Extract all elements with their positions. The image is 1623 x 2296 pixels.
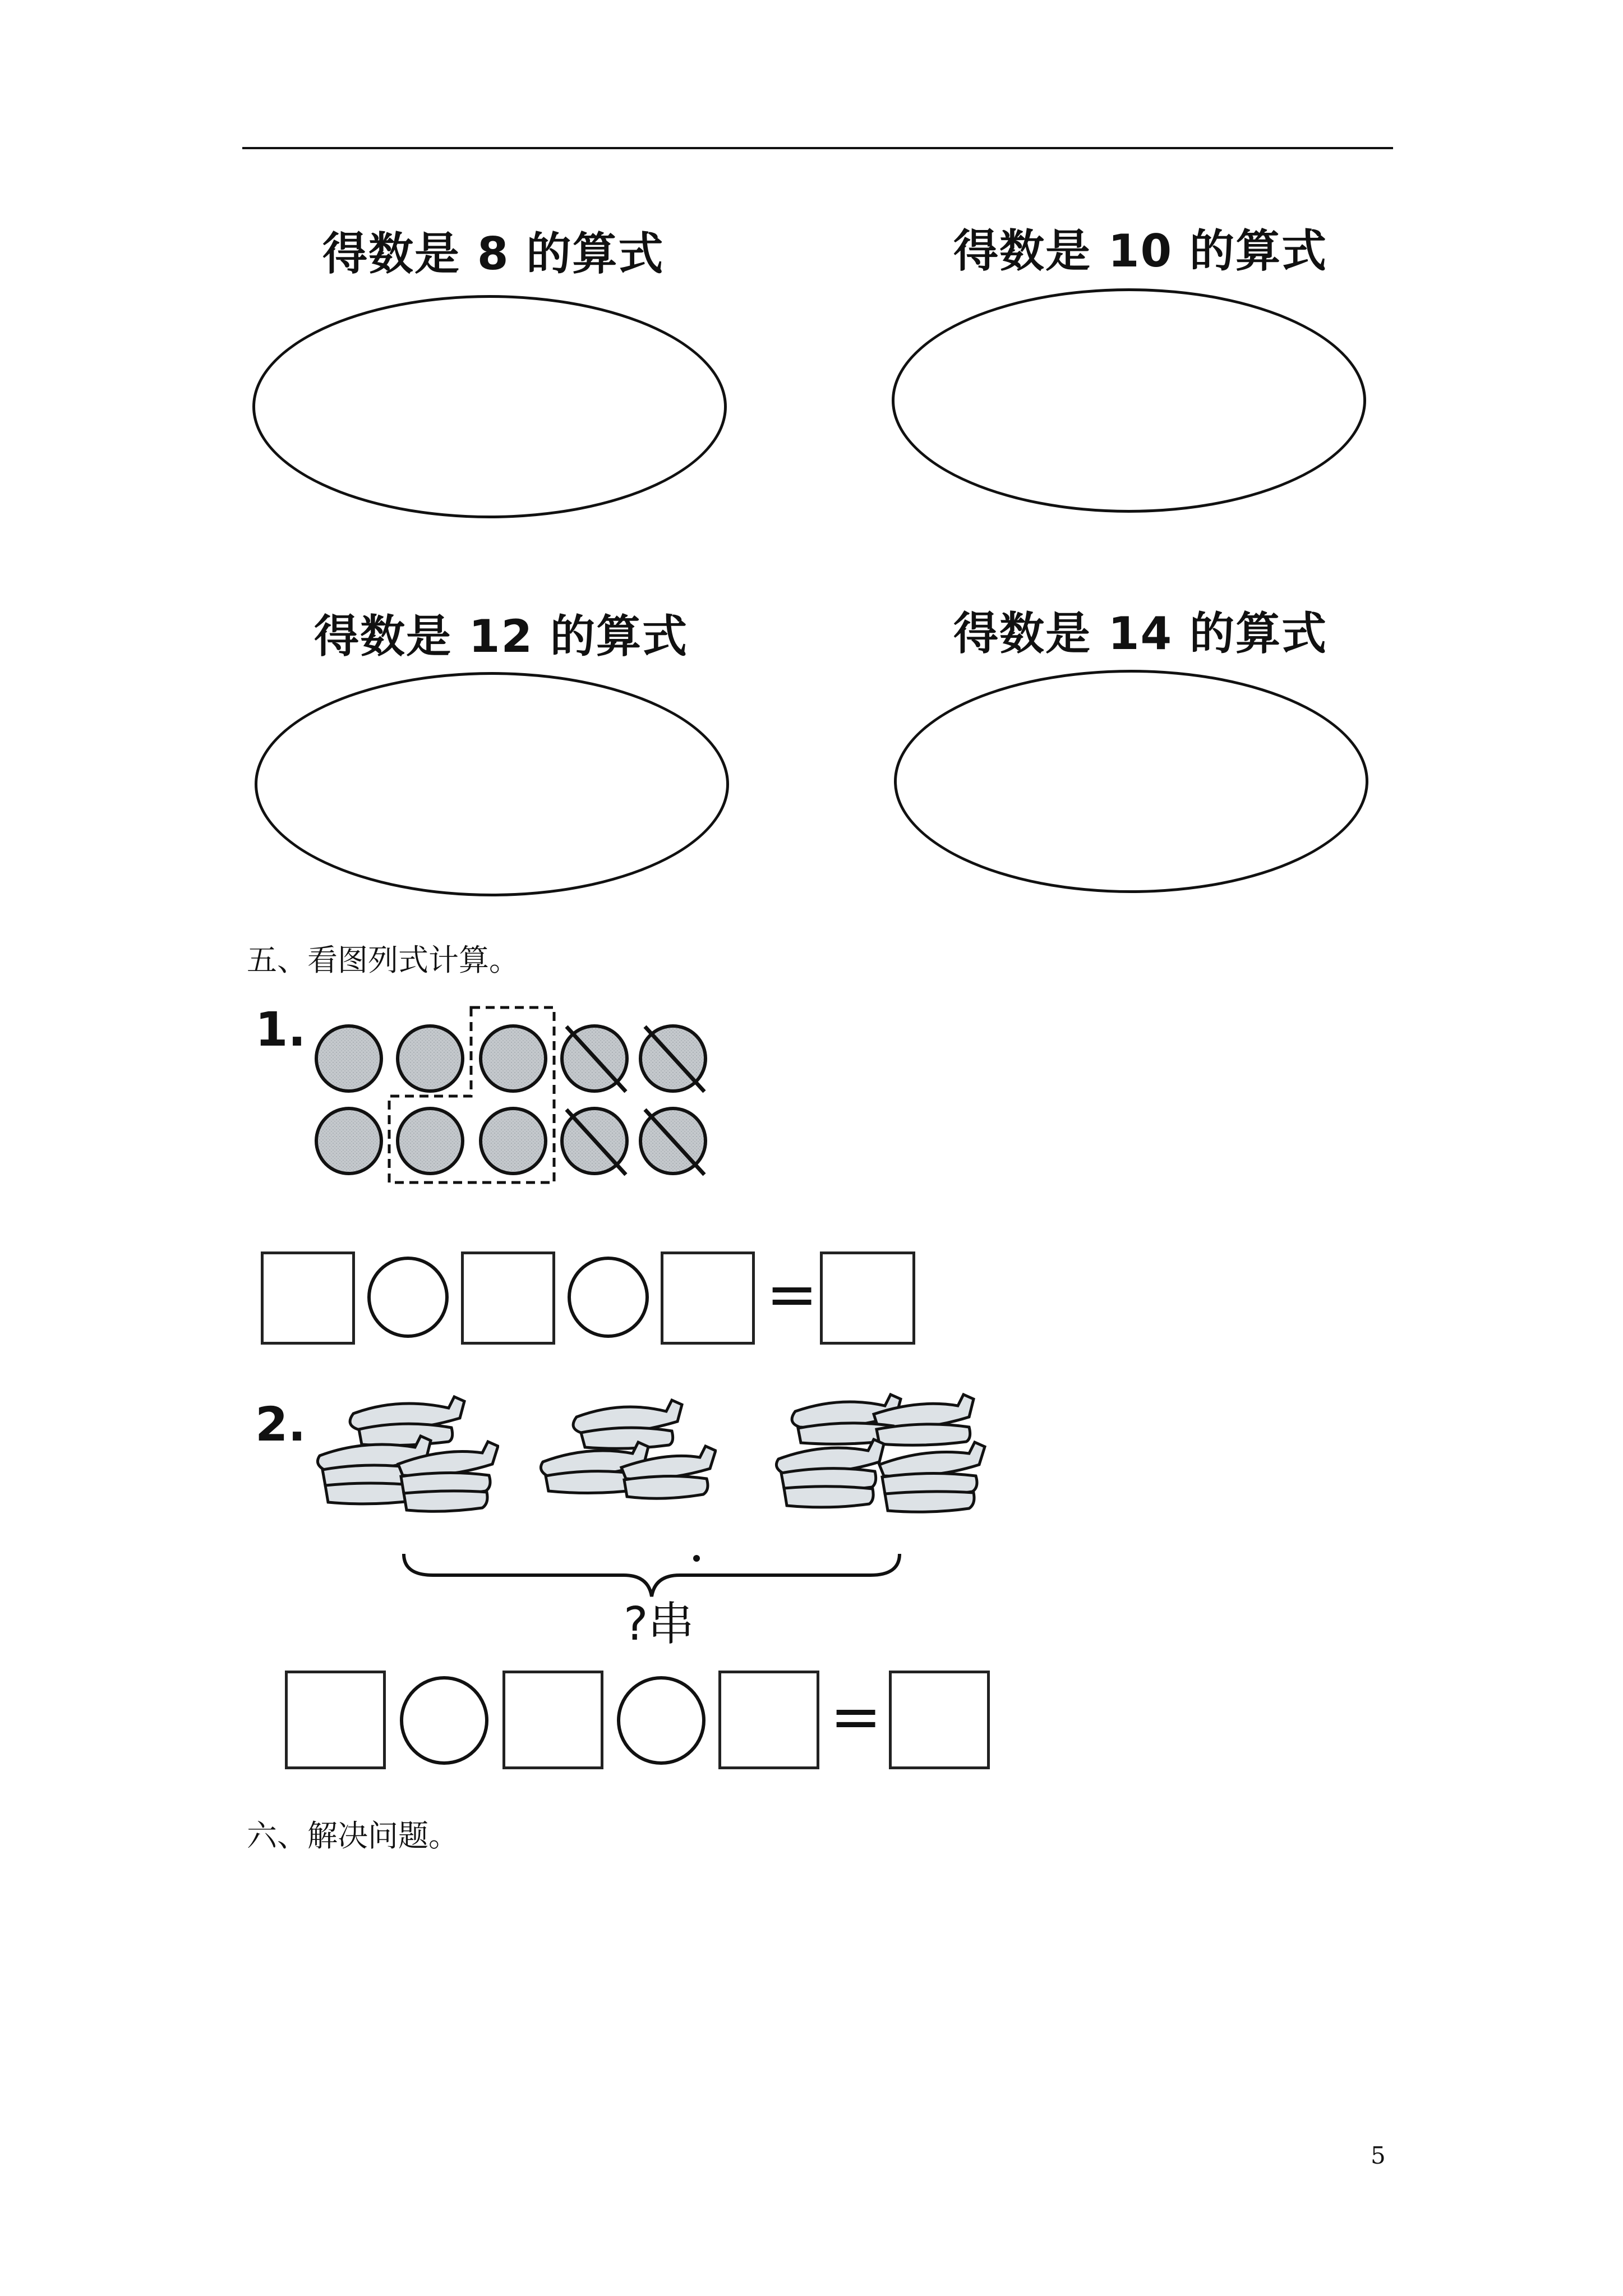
heading-result-12: 得数是 12 的算式 bbox=[314, 610, 689, 662]
circle bbox=[316, 1108, 381, 1174]
answer-oval-14[interactable] bbox=[894, 670, 1368, 893]
q2-operator-circle-1[interactable] bbox=[400, 1676, 488, 1765]
q1-operator-circle-1[interactable] bbox=[367, 1257, 449, 1338]
q2-answer-box-2[interactable] bbox=[502, 1671, 603, 1769]
heading-result-10: 得数是 10 的算式 bbox=[953, 225, 1328, 277]
circle bbox=[481, 1108, 546, 1174]
circle bbox=[481, 1026, 546, 1091]
unknown-bunches-label: ?串 bbox=[624, 1598, 694, 1651]
banana-group-1 bbox=[314, 1386, 499, 1537]
q2-answer-box-1[interactable] bbox=[285, 1671, 386, 1769]
q1-answer-box-3[interactable] bbox=[661, 1251, 755, 1345]
q1-operator-circle-2[interactable] bbox=[568, 1257, 649, 1338]
q1-circles-figure bbox=[308, 1004, 723, 1189]
answer-oval-10[interactable] bbox=[892, 288, 1366, 513]
q2-answer-box-result[interactable] bbox=[889, 1671, 990, 1769]
q1-answer-box-result[interactable] bbox=[820, 1251, 915, 1345]
answer-oval-8[interactable] bbox=[252, 295, 727, 518]
q2-operator-circle-2[interactable] bbox=[617, 1676, 706, 1765]
circle bbox=[316, 1026, 381, 1091]
page-number: 5 bbox=[1371, 2142, 1386, 2169]
heading-result-14: 得数是 14 的算式 bbox=[953, 608, 1328, 660]
q2-equals-sign: = bbox=[830, 1681, 882, 1752]
question-2-number: 2. bbox=[255, 1397, 306, 1452]
q1-answer-box-1[interactable] bbox=[261, 1251, 355, 1345]
heading-result-8: 得数是 8 的算式 bbox=[322, 228, 665, 280]
header-rule bbox=[242, 147, 1393, 149]
section-6-title: 六、解决问题。 bbox=[247, 1818, 459, 1853]
banana-group-3 bbox=[773, 1383, 992, 1540]
question-1-number: 1. bbox=[255, 1002, 306, 1057]
answer-oval-12[interactable] bbox=[255, 672, 729, 896]
q1-equals-sign: = bbox=[766, 1258, 818, 1330]
q2-answer-box-3[interactable] bbox=[718, 1671, 819, 1769]
circle bbox=[398, 1026, 463, 1091]
banana-group-2 bbox=[537, 1389, 717, 1535]
circle bbox=[398, 1108, 463, 1174]
q1-answer-box-2[interactable] bbox=[461, 1251, 555, 1345]
section-5-title: 五、看图列式计算。 bbox=[247, 942, 519, 978]
